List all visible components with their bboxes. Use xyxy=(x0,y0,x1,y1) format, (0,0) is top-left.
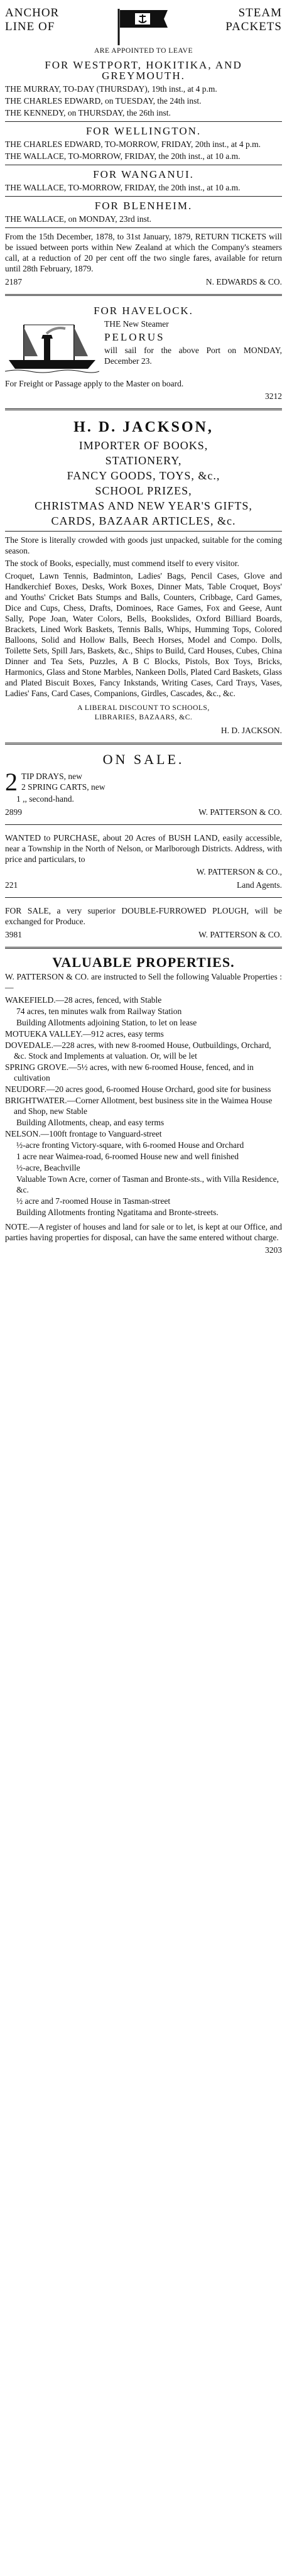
ad-signature: W. PATTERSON & CO. xyxy=(198,930,282,939)
divider xyxy=(5,408,282,410)
jackson-line: SCHOOL PRIZES, xyxy=(95,484,192,497)
property-item: ½-acre, Beachville xyxy=(16,1163,80,1172)
on-sale-advertisement xyxy=(5,748,282,821)
ad-signature: W. PATTERSON & CO., xyxy=(196,867,282,876)
jackson-line: CARDS, BAZAAR ARTICLES, &c. xyxy=(51,515,236,527)
newspaper-column xyxy=(5,0,282,1259)
wellington-heading: FOR WELLINGTON. xyxy=(85,125,202,137)
plough-body: FOR SALE, a very superior DOUBLE-FURROWED PLOUGH, will be exchanged for Produce. xyxy=(5,906,282,926)
jackson-line: IMPORTER OF BOOKS, xyxy=(79,439,208,452)
westport-heading: FOR WESTPORT, HOKITIKA, AND GREYMOUTH. xyxy=(45,59,242,82)
banner-left-bottom: LINE OF xyxy=(5,20,55,33)
properties-intro: W. PATTERSON & CO. are instructed to Sell the following Valuable Properties :— xyxy=(5,972,282,992)
plough-signature-row xyxy=(5,929,282,940)
property-item: Building Allotments fronting Ngatitama and Bronte-streets. xyxy=(16,1208,219,1217)
jackson-line: FANCY GOODS, TOYS, &c., xyxy=(67,469,220,482)
big-number: 2 xyxy=(5,768,18,796)
properties-title: VALUABLE PROPERTIES. xyxy=(52,954,235,970)
property-item: DOVEDALE.—228 acres, with new 8-roomed House, Outbuildings, Orchard, &c. Stock and Implements at valuation. Or, will be let xyxy=(5,1040,271,1061)
on-sale-line: 2 SPRING CARTS, new xyxy=(21,782,106,792)
wanted-advertisement xyxy=(5,828,282,894)
banner-left xyxy=(5,6,59,34)
westport-item: THE CHARLES EDWARD, on TUESDAY, the 24th inst. xyxy=(5,96,202,106)
divider xyxy=(5,824,282,825)
steamer-ship-icon xyxy=(5,320,99,375)
ad-number: 2187 xyxy=(5,277,22,287)
properties-note: NOTE.—A register of houses and land for sale or to let, is kept at our Office, and parties having properties for disposal, can have the same entered without charge. xyxy=(5,1222,282,1242)
wellington-item: THE WALLACE, TO-MORROW, FRIDAY, the 20th inst., at 10 a.m. xyxy=(5,151,241,161)
property-item: Building Allotments, cheap, and easy terms xyxy=(16,1118,165,1127)
anchor-flag-icon xyxy=(114,6,171,46)
return-tickets-notice: From the 15th December, 1878, to 31st January, 1879, RETURN TICKETS will be issued between ports within New Zealand at which the Company's steamers call, at a reduction of 20 per cent off the two single fares, available for return until 28th February, 1879. xyxy=(5,232,282,273)
blenheim-item: THE WALLACE, on MONDAY, 23rd inst. xyxy=(5,214,152,224)
anchor-line-advertisement xyxy=(5,4,282,291)
divider xyxy=(5,196,282,197)
havelock-advertisement xyxy=(5,299,282,405)
jackson-line: STATIONERY, xyxy=(105,454,182,467)
jackson-goods-list: Croquet, Lawn Tennis, Badminton, Ladies' Bags, Pencil Cases, Glove and Handkerchief Boxes, Desks, Work Boxes, Dinner Mats, Table Croquet, Boys' and Youths' Cricket Bats Stumps and Balls, Counters, Cribbage, Card Games, Dice and Cups, Chess, Drafts, Dominoes, Race Games, Fox and Geese, Aunt Sally, Pope Joan, Water Colors, Bells, Bookslides, Oxford Billiard Boards, Brackets, Lined Work Baskets, Tennis Balls, Whips, Humming Tops, Colored Balloons, Solid and Hollow Balls, Beech Horses, Model and Compo. Dolls, Toilette Sets, Spill Jars, Baskets, &c., Ships to Build, Card Houses, Cubes, China Dinner and Tea Sets, Puzzles, A B C Blocks, Pistols, Box Toys, Bricks, Harmonics, Glass and Stone Marbles, Nankeen Dolls, Plated Card Baskets, Glass and Plated Biscuit Boxes, Fancy Inkstands, Writing Cases, Card Trays, Vases, Ladies' Fans, Card Cases, Companions, Girdles, Cascades, &c., &c. xyxy=(5,571,282,698)
ad-signature-sub: Land Agents. xyxy=(237,880,282,890)
property-item: Building Allotments adjoining Station, to let on lease xyxy=(16,1018,197,1027)
property-item: ½-acre fronting Victory-square, with 6-roomed House and Orchard xyxy=(16,1140,244,1150)
havelock-freight: For Freight or Passage apply to the Master on board. xyxy=(5,379,184,388)
divider xyxy=(5,294,282,296)
wanganui-item: THE WALLACE, TO-MORROW, FRIDAY, the 20th inst., at 10 a.m. xyxy=(5,183,241,192)
appointed-line: ARE APPOINTED TO LEAVE xyxy=(94,47,193,55)
ad-number: 3203 xyxy=(265,1245,282,1255)
divider xyxy=(5,227,282,228)
properties-advertisement xyxy=(5,952,282,1259)
banner-right-bottom: PACKETS xyxy=(225,20,282,33)
anchor-line-signature-row xyxy=(5,276,282,287)
ad-signature: H. D. JACKSON. xyxy=(220,726,282,735)
on-sale-signature-row xyxy=(5,807,282,817)
wanganui-heading: FOR WANGANUI. xyxy=(93,168,194,180)
property-item: NEUDORF.—20 acres good, 6-roomed House Orchard, good site for business xyxy=(5,1084,271,1094)
ad-number: 2899 xyxy=(5,807,22,817)
on-sale-line: 1 ,, second-hand. xyxy=(16,794,74,804)
wanted-body: WANTED to PURCHASE, about 20 Acres of BUSH LAND, easily accessible, near a Township in the North of Nelson, or Marlborough Districts. Address, with price and particulars, to xyxy=(5,833,282,864)
divider xyxy=(5,947,282,949)
steamer-name: PELORUS xyxy=(104,331,165,343)
divider xyxy=(5,897,282,898)
wanted-signature-row xyxy=(5,880,282,890)
jackson-paragraph: The stock of Books, especially, must commend itself to every visitor. xyxy=(5,559,239,568)
property-item: NELSON.—100ft frontage to Vanguard-street xyxy=(5,1129,162,1138)
plough-advertisement xyxy=(5,901,282,944)
property-item: WAKEFIELD.—28 acres, fenced, with Stable xyxy=(5,995,162,1005)
divider xyxy=(5,531,282,532)
property-item: MOTUEKA VALLEY.—912 acres, easy terms xyxy=(5,1029,164,1039)
property-item: Valuable Town Acre, corner of Tasman and Bronte-sts., with Villa Residence, &c. xyxy=(16,1174,279,1194)
ad-signature: W. PATTERSON & CO. xyxy=(198,807,282,817)
ad-signature: N. EDWARDS & CO. xyxy=(205,277,282,287)
westport-item: THE MURRAY, TO-DAY (THURSDAY), 19th inst., at 4 p.m. xyxy=(5,84,217,94)
property-item: 74 acres, ten minutes walk from Railway Station xyxy=(16,1007,182,1016)
banner-right xyxy=(225,6,282,34)
steamer-line: THE New Steamer xyxy=(104,319,169,329)
divider xyxy=(5,121,282,122)
blenheim-heading: FOR BLENHEIM. xyxy=(94,200,193,212)
on-sale-line: TIP DRAYS, new xyxy=(21,772,82,781)
jackson-name: H. D. JACKSON, xyxy=(73,419,214,435)
property-item: SPRING GROVE.—5½ acres, with new 6-roomed House, fenced, and in cultivation xyxy=(5,1062,254,1083)
property-item: ½ acre and 7-roomed House in Tasman-street xyxy=(16,1196,171,1206)
banner-right-top: STEAM xyxy=(238,6,282,19)
ad-number: 3981 xyxy=(5,930,22,939)
jackson-advertisement xyxy=(5,413,282,740)
on-sale-title: ON SALE. xyxy=(102,751,185,767)
property-item: 1 acre near Waimea-road, 6-roomed House new and well finished xyxy=(16,1152,239,1161)
banner-left-top: ANCHOR xyxy=(5,6,60,19)
havelock-heading: FOR HAVELOCK. xyxy=(94,305,193,317)
discount-line: A LIBERAL DISCOUNT TO SCHOOLS, xyxy=(77,704,210,712)
westport-item: THE KENNEDY, on THURSDAY, the 26th inst. xyxy=(5,108,171,117)
divider xyxy=(5,743,282,745)
ad-number: 3212 xyxy=(265,391,282,401)
havelock-body: will sail for the above Port on MONDAY, December 23. xyxy=(104,346,282,366)
ad-number: 221 xyxy=(5,880,18,890)
anchor-line-banner xyxy=(5,6,282,46)
property-item: BRIGHTWATER.—Corner Allotment, best business site in the Waimea House and Shop, new Stable xyxy=(5,1096,273,1116)
discount-line: LIBRARIES, BAZAARS, &C. xyxy=(94,714,193,721)
wellington-item: THE CHARLES EDWARD, TO-MORROW, FRIDAY, 20th inst., at 4 p.m. xyxy=(5,139,261,149)
jackson-line: CHRISTMAS AND NEW YEAR'S GIFTS, xyxy=(35,499,252,512)
jackson-paragraph: The Store is literally crowded with goods just unpacked, suitable for the coming season. xyxy=(5,535,282,555)
